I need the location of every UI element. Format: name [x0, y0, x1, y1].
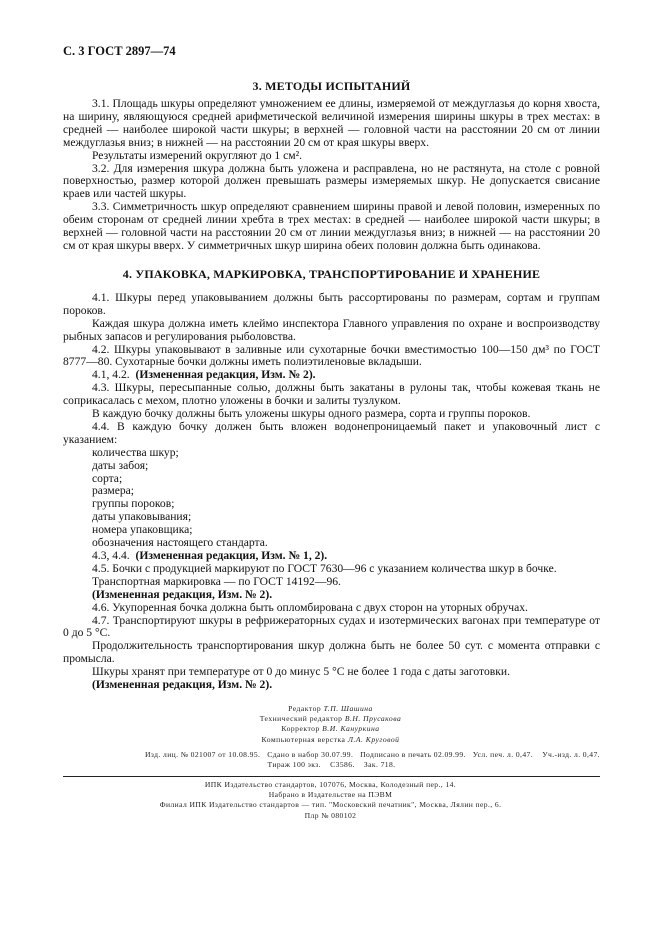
list-item: номера упаковщика;: [92, 523, 193, 537]
layout-name: Л.А. Круговой: [347, 734, 400, 744]
paragraph-4-1: 4.1. Шкуры перед упаковыванием должны быть рассортированы по размерам, сортам и группам пороков.: [63, 290, 600, 317]
imprint-line-2: Тираж 100 экз. С3586. Зак. 718.: [267, 760, 396, 770]
corrector-label: Корректор: [281, 724, 320, 734]
tech-editor-name: В.Н. Прусакова: [344, 714, 402, 724]
publisher-line-3: Филиал ИПК Издательство стандартов — тип. "Московский печатник", Москва, Лялин пер., 6.: [159, 800, 502, 810]
list-item: размера;: [92, 484, 135, 498]
colophon: [0, 704, 661, 745]
amendment-note: (Измененная редакция, Изм. № 1, 2).: [135, 549, 328, 562]
paragraph-4-5-transport: Транспортная маркировка — по ГОСТ 14192—96.: [92, 574, 341, 588]
amendment-4-5: (Измененная редакция, Изм. № 2).: [92, 587, 273, 601]
amendment-4-7: (Измененная редакция, Изм. № 2).: [92, 678, 273, 692]
tech-editor-label: Технический редактор: [259, 714, 343, 724]
layout-label: Компьютерная верстка: [261, 734, 346, 744]
layout-line: [0, 735, 661, 745]
document-page: [63, 44, 600, 692]
paragraph-3-2: 3.2. Для измерения шкура должна быть уложена и расправлена, но не растянута, на столе с ровной поверхностью, размер которой должен превышать размеры измеряемых шкур. Не допускается свисание краев или частей шкуры.: [63, 161, 600, 201]
paragraph-4-1-stamp: Каждая шкура должна иметь клеймо инспектора Главного управления по охране и воспроизводству рыбных запасов и регулирования рыболовства.: [63, 316, 600, 343]
imprint-line-1: Изд. лиц. № 021007 от 10.08.95. Сдано в набор 30.07.99. Подписано в печать 02.09.99. Усл. печ. л. 0,47. Уч.-изд. л. 0,47.: [145, 750, 600, 759]
publisher-line-4: Плр № 080102: [304, 810, 357, 820]
publisher-line-2: Набрано в Издательстве на ПЭВМ: [268, 790, 393, 800]
paragraph-4-3-barrel: В каждую бочку должны быть уложены шкуры одного размера, сорта и группы пороков.: [92, 407, 531, 421]
paragraph-3-1: 3.1. Площадь шкуры определяют умножением ее длины, измеряемой от междуглазья до корня хвоста, на ширину, являющуюся средней арифметической величиной измерения ширины шкуры в трех местах: в средней — наиболее широкой части шкуры; в верхней — головной части на расстоянии 20 см от линии междуглазья вниз; в нижней — на расстоянии 20 см от края шкуры вверх.: [63, 97, 600, 149]
editor-line: [0, 704, 661, 714]
amendment-4-3-4-4: [63, 550, 600, 563]
paragraph-3-1-result: Результаты измерений округляют до 1 см².: [92, 148, 302, 162]
publisher-info: [0, 780, 661, 821]
section-4-title: 4. УПАКОВКА, МАРКИРОВКА, ТРАНСПОРТИРОВАНИЕ И ХРАНЕНИЕ: [122, 266, 541, 281]
paragraph-4-3: 4.3. Шкуры, пересыпанные солью, должны быть закатаны в рулоны так, чтобы кожевая ткань не соприкасалась с мехом, плотно уложены в бочки и залиты тузлуком.: [63, 381, 600, 408]
corrector-line: [0, 724, 661, 734]
list-item: сорта;: [92, 471, 123, 485]
paragraph-4-2: 4.2. Шкуры упаковывают в заливные или сухотарные бочки вместимостью 100—150 дм³ по ГОСТ 8777—80. Сухотарные бочки должны иметь полиэтиленовые вкладыши.: [63, 342, 600, 369]
paragraph-4-7: 4.7. Транспортируют шкуры в рефрижераторных судах и изотермических вагонах при температуре от 0 до 5 °С.: [63, 613, 600, 640]
corrector-name: В.И. Кануркина: [322, 724, 380, 734]
editor-label: Редактор: [288, 704, 322, 713]
paragraph-4-7-duration: Продолжительность транспортирования шкур должна быть не более 50 сут. с момента отправки с промысла.: [63, 639, 600, 666]
paragraph-4-7-storage: Шкуры хранят при температуре от 0 до минус 5 °С не более 1 года с даты заготовки.: [92, 665, 510, 679]
list-item: количества шкур;: [92, 445, 179, 459]
list-item: даты забоя;: [92, 458, 149, 472]
editor-name: Т.П. Шашина: [323, 704, 373, 713]
paragraph-3-3: 3.3. Симметричность шкур определяют сравнением ширины правой и левой половин, измеренных по обеим сторонам от средней линии хребта в трех местах: в средней — наиболее широкой части шкуры; в верхней — головной части на расстоянии 20 см от линии междуглазья вниз; в нижней — на расстоянии 20 см от края шкуры вверх. У симметричных шкур ширина обеих половин должна быть одинакова.: [63, 200, 600, 252]
publisher-line-1: ИПК Издательство стандартов, 107076, Москва, Колодезный пер., 14.: [204, 780, 457, 789]
list-item: даты упаковывания;: [92, 510, 192, 524]
paragraph-4-4: 4.4. В каждую бочку должен быть вложен водонепроницаемый пакет и упаковочный лист с указанием:: [63, 419, 600, 446]
paragraph-4-6: 4.6. Укупоренная бочка должна быть опломбирована с двух сторон на уторных обручах.: [92, 600, 528, 614]
paragraph-4-5: 4.5. Бочки с продукцией маркируют по ГОСТ 7630—96 с указанием количества шкур в бочке.: [92, 561, 557, 575]
running-head: С. 3 ГОСТ 2897—74: [63, 44, 176, 58]
tech-editor-line: [0, 714, 661, 724]
imprint: [63, 750, 600, 771]
amendment-ref: 4.1, 4.2.: [92, 368, 130, 382]
amendment-ref: 4.3, 4.4.: [92, 549, 130, 562]
list-item: обозначения настоящего стандарта.: [92, 536, 268, 550]
divider-line: [63, 776, 600, 777]
amendment-note: (Измененная редакция, Изм. № 2).: [135, 368, 316, 382]
section-3-title: 3. МЕТОДЫ ИСПЫТАНИЙ: [252, 79, 411, 93]
list-item: группы пороков;: [92, 497, 175, 511]
